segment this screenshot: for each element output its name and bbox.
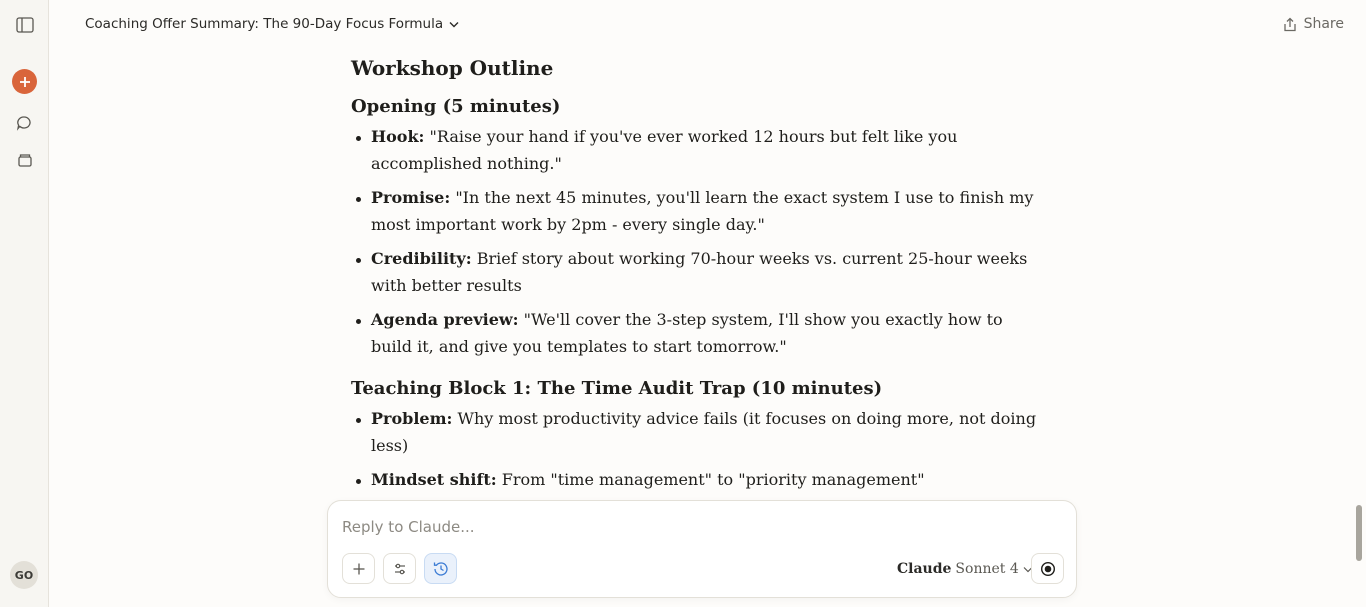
share-icon [1283, 17, 1297, 32]
chat-search-icon [16, 115, 33, 131]
list-item: Agenda preview: "We'll cover the 3-step system, I'll show you exactly how to build it, and give you templates to start tomorrow." [351, 307, 1041, 360]
left-rail [0, 0, 49, 607]
bullet-list [351, 124, 1041, 360]
model-selector[interactable] [897, 560, 1033, 578]
message-content [351, 52, 1041, 555]
avatar[interactable]: GO [10, 561, 38, 589]
add-attachment-button[interactable] [342, 553, 375, 584]
sliders-icon [393, 562, 407, 576]
record-icon [1040, 561, 1056, 577]
voice-mode-button[interactable] [1031, 553, 1064, 584]
subsection-title: Teaching Block 1: The Time Audit Trap (10 minutes) [351, 378, 883, 399]
list-item: Hook: "Raise your hand if you've ever worked 12 hours but felt like you accomplished nothing." [351, 124, 1041, 177]
chat-title-dropdown[interactable] [85, 14, 459, 34]
tools-button[interactable] [383, 553, 416, 584]
sidebar-toggle-icon[interactable] [12, 12, 37, 37]
chevron-down-icon [449, 21, 459, 28]
share-label: Share [1303, 16, 1344, 32]
plus-icon [352, 562, 366, 576]
clock-history-icon [432, 560, 450, 578]
reply-input[interactable] [342, 515, 1042, 539]
new-chat-button[interactable] [12, 69, 37, 94]
scrollbar-thumb[interactable] [1356, 505, 1362, 561]
projects-button[interactable] [12, 147, 37, 172]
composer [327, 500, 1077, 598]
extended-thinking-button[interactable] [424, 553, 457, 584]
list-item: Problem: Why most productivity advice fails (it focuses on doing more, not doing less) [351, 406, 1041, 459]
share-button[interactable] [1283, 14, 1344, 34]
plus-icon [19, 76, 31, 88]
chat-title: Coaching Offer Summary: The 90-Day Focus Formula [85, 16, 444, 32]
model-version: Sonnet 4 [955, 561, 1019, 577]
list-item: Promise: "In the next 45 minutes, you'll learn the exact system I use to finish my most important work by 2pm - every single day." [351, 185, 1041, 238]
model-brand: Claude [897, 561, 952, 577]
list-item: Credibility: Brief story about working 70-hour weeks vs. current 25-hour weeks with better results [351, 246, 1041, 299]
section-heading: Workshop Outline [351, 56, 554, 80]
chats-button[interactable] [12, 110, 37, 135]
list-item: Mindset shift: From "time management" to "priority management" [351, 467, 1041, 494]
archive-icon [17, 152, 33, 168]
subsection-title: Opening (5 minutes) [351, 96, 561, 117]
